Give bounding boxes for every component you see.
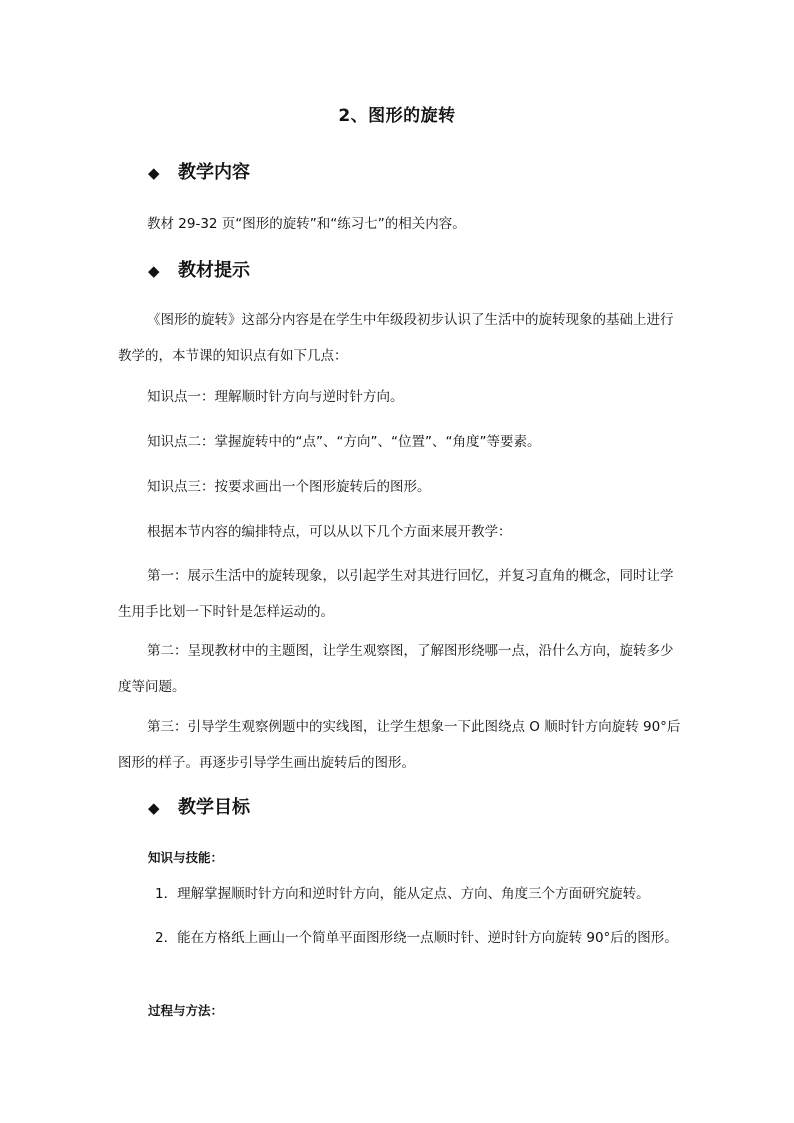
diamond-bullet-icon: ◆ bbox=[148, 262, 160, 280]
teaching-approach-lead: 根据本节内容的编排特点，可以从以下几个方面来展开教学： bbox=[147, 524, 512, 540]
hints-intro-paragraph: 《图形的旋转》这部分内容是在学生中年级段初步认识了生活中的旋转现象的基础上进行教学的，本节课的知识点有如下几点： bbox=[118, 312, 674, 364]
section-heading-hints bbox=[148, 258, 250, 284]
knowledge-point-1: 知识点一：理解顺时针方向与逆时针方向。 bbox=[147, 389, 404, 405]
knowledge-point-3: 知识点三：按要求画出一个图形旋转后的图形。 bbox=[147, 479, 431, 495]
section-heading-label: 教材提示 bbox=[178, 260, 250, 281]
teaching-step-2: 第二：呈现教材中的主题图，让学生观察图，了解图形绕哪一点，沿什么方向，旋转多少度等问题。 bbox=[118, 643, 674, 695]
knowledge-point-2: 知识点二：掌握旋转中的“点”、“方向”、“位置”、“角度”等要素。 bbox=[147, 434, 541, 450]
teaching-step-3: 第三：引导学生观察例题中的实线图，让学生想象一下此图绕点 O 顺时针方向旋转 90°后图形的样子。再逐步引导学生画出旋转后的图形。 bbox=[118, 719, 681, 771]
process-methods-label: 过程与方法： bbox=[148, 1003, 224, 1018]
teaching-step-1: 第一：展示生活中的旋转现象，以引起学生对其进行回忆，并复习直角的概念，同时让学生用手比划一下时针是怎样运动的。 bbox=[118, 568, 674, 620]
document-title: 2、图形的旋转 bbox=[338, 106, 456, 126]
knowledge-skills-label: 知识与技能： bbox=[148, 850, 224, 865]
content-text: 教材 29-32 页“图形的旋转”和“练习七”的相关内容。 bbox=[147, 216, 466, 232]
goal-item-2: 2．能在方格纸上画山一个简单平面图形绕一点顺时针、逆时针方向旋转 90°后的图形。 bbox=[155, 930, 678, 946]
section-heading-content bbox=[148, 160, 250, 186]
diamond-bullet-icon: ◆ bbox=[148, 164, 160, 182]
section-heading-label: 教学内容 bbox=[178, 162, 250, 183]
section-heading-label: 教学目标 bbox=[178, 797, 250, 818]
goal-item-1: 1．理解掌握顺时针方向和逆时针方向，能从定点、方向、角度三个方面研究旋转。 bbox=[155, 886, 650, 902]
section-heading-goals bbox=[148, 795, 250, 821]
diamond-bullet-icon: ◆ bbox=[148, 799, 160, 817]
